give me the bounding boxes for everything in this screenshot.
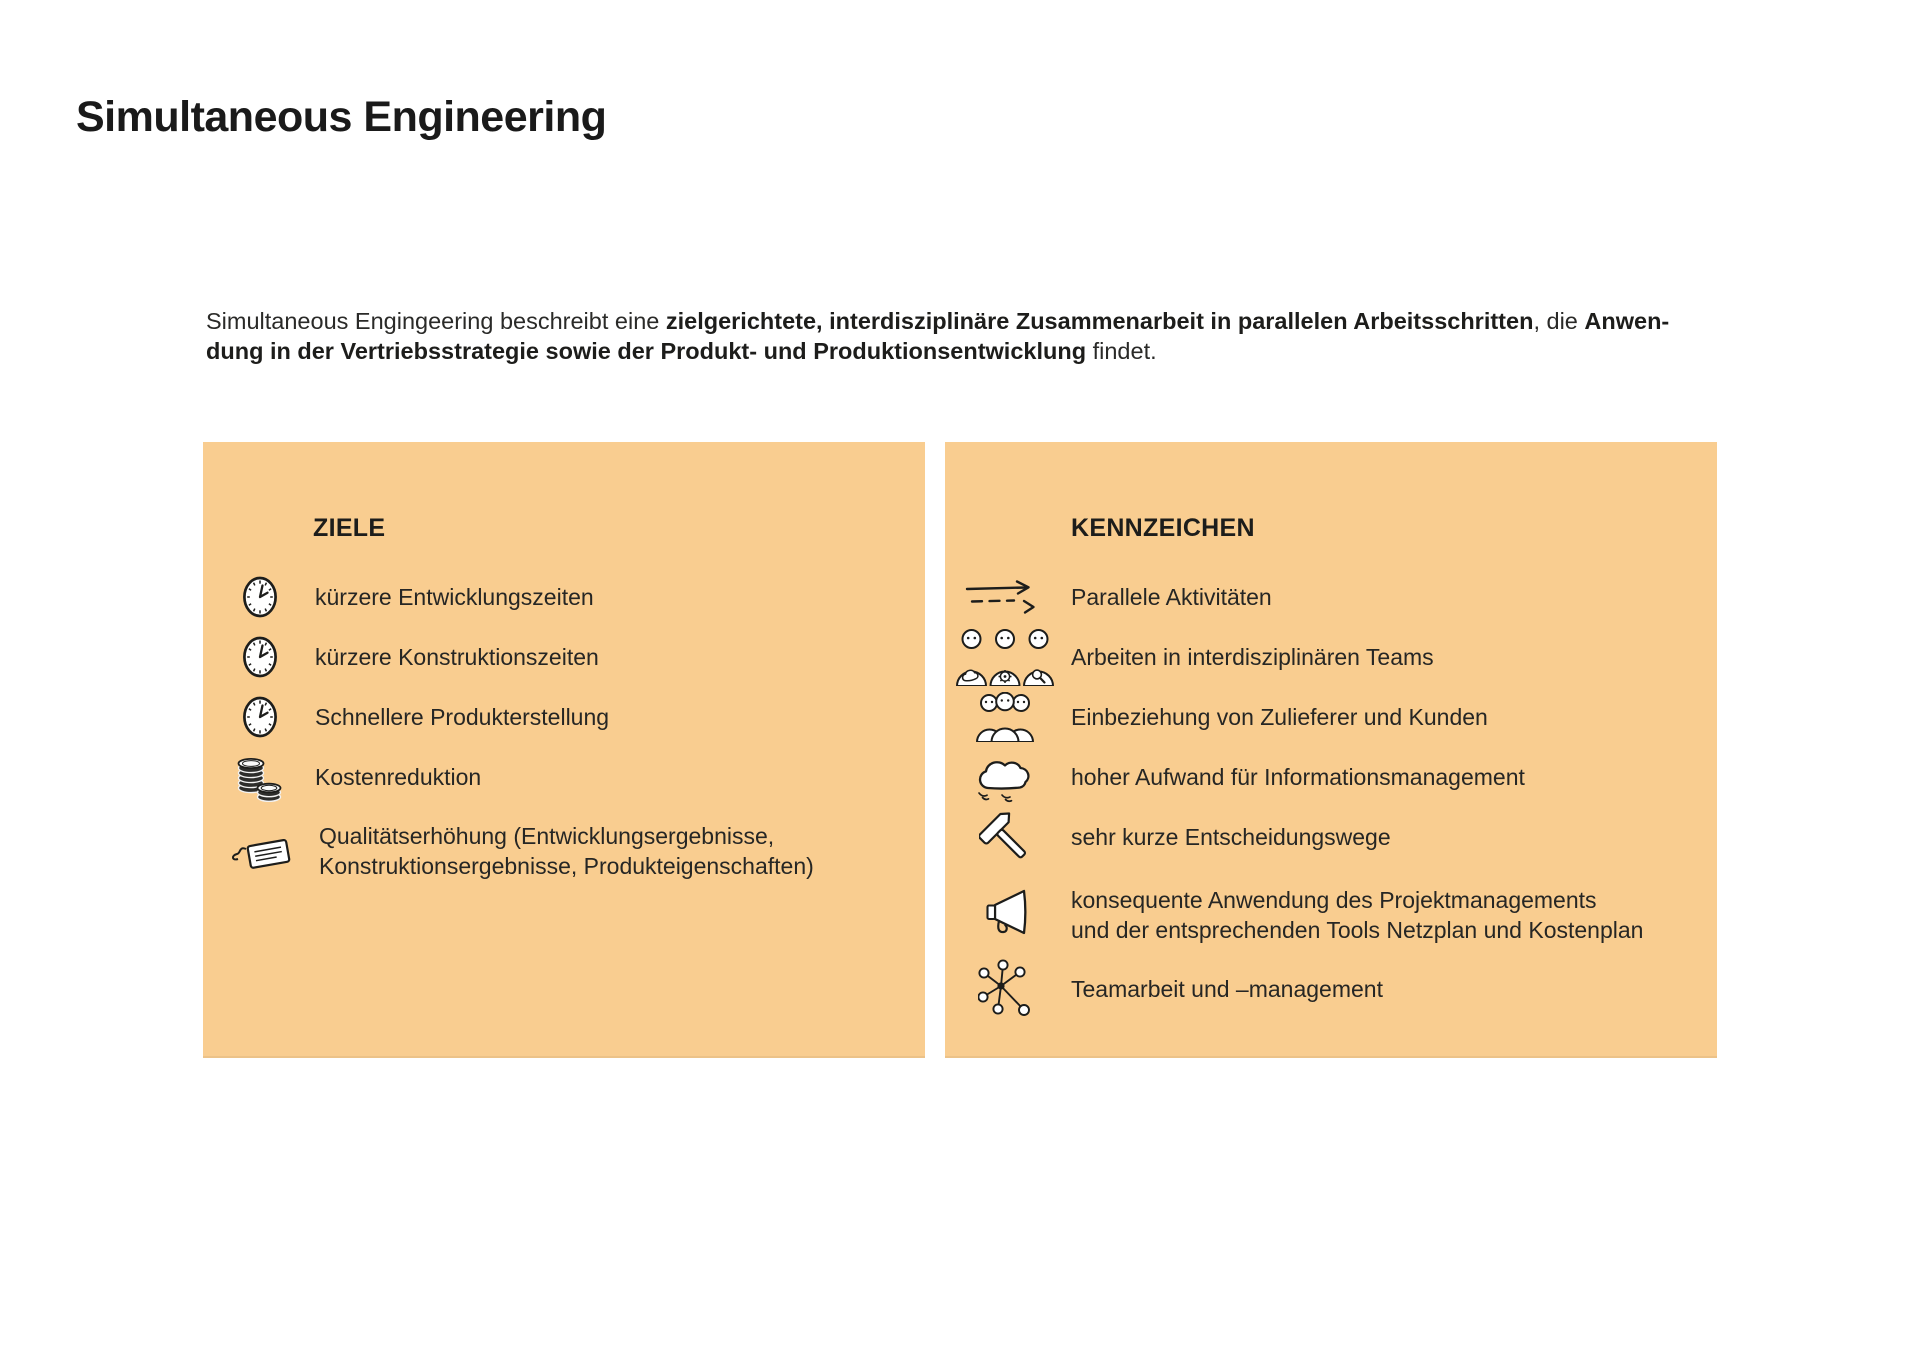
list-item-label: Parallele Aktivitäten	[1071, 584, 1272, 610]
list-item-label: Kostenreduktion	[315, 764, 482, 790]
panel-kennzeichen-heading: KENNZEICHEN	[1071, 513, 1255, 542]
list-item	[945, 807, 1717, 867]
list-item	[945, 883, 1717, 947]
list-item-label: Einbeziehung von Zulieferer und Kunden	[1071, 704, 1488, 730]
list-item-label: sehr kurze Entscheidungswege	[1071, 824, 1391, 850]
hammer-icon	[955, 808, 1055, 866]
list-item	[203, 687, 925, 747]
kennzeichen-list	[945, 567, 1717, 1019]
list-item-label: Teamarbeit und –management	[1071, 976, 1383, 1002]
tag-icon	[230, 829, 294, 873]
list-item	[203, 627, 925, 687]
clock-icon	[230, 634, 290, 680]
list-item	[203, 747, 925, 807]
intro-text-bold: zielgerichtete, interdisziplinäre Zusammenarbeit in parallelen Arbeitsschritten	[665, 307, 1534, 334]
parallel-arrows-icon	[955, 579, 1055, 615]
panel-ziele	[203, 442, 925, 1058]
panel-kennzeichen	[945, 442, 1717, 1058]
intro-text: , die	[1533, 307, 1585, 334]
intro-text-bold: dung in der Vertriebsstrategie sowie der Produkt- und Produktionsentwicklung	[206, 337, 1087, 364]
intro-paragraph	[206, 306, 1866, 366]
network-icon	[955, 959, 1055, 1019]
interdisciplinary-team-icon	[955, 628, 1055, 686]
intro-text-bold: Anwen-	[1584, 307, 1670, 334]
list-item	[203, 819, 925, 883]
group-icon	[955, 692, 1055, 742]
list-item	[945, 627, 1717, 687]
coins-icon	[230, 750, 290, 804]
clock-icon	[230, 574, 290, 620]
intro-text: findet.	[1086, 337, 1157, 364]
list-item	[203, 567, 925, 627]
page-title: Simultaneous Engineering	[76, 92, 607, 141]
list-item-label: kürzere Konstruktionszeiten	[315, 644, 599, 670]
cloud-icon	[955, 750, 1055, 804]
ziele-list	[203, 567, 925, 883]
clock-icon	[230, 694, 290, 740]
megaphone-icon	[955, 888, 1055, 942]
list-item-label: hoher Aufwand für Informationsmanagement	[1071, 764, 1525, 790]
list-item	[945, 959, 1717, 1019]
list-item	[945, 747, 1717, 807]
list-item-label: kürzere Entwicklungszeiten	[315, 584, 594, 610]
list-item	[945, 567, 1717, 627]
list-item-label: Arbeiten in interdisziplinären Teams	[1071, 644, 1434, 670]
list-item-label: Qualitätserhöhung (Entwicklungsergebnisse, Konstruktionsergebnisse, Produkteigenschaften)	[319, 823, 814, 879]
list-item	[945, 687, 1717, 747]
panel-ziele-heading: ZIELE	[313, 513, 386, 542]
intro-text: Simultaneous Engingeering beschreibt eine	[206, 307, 666, 334]
list-item-label: Schnellere Produkterstellung	[315, 704, 610, 730]
list-item-label: konsequente Anwendung des Projektmanagements und der entsprechenden Tools Netzplan und Kostenplan	[1071, 887, 1644, 943]
